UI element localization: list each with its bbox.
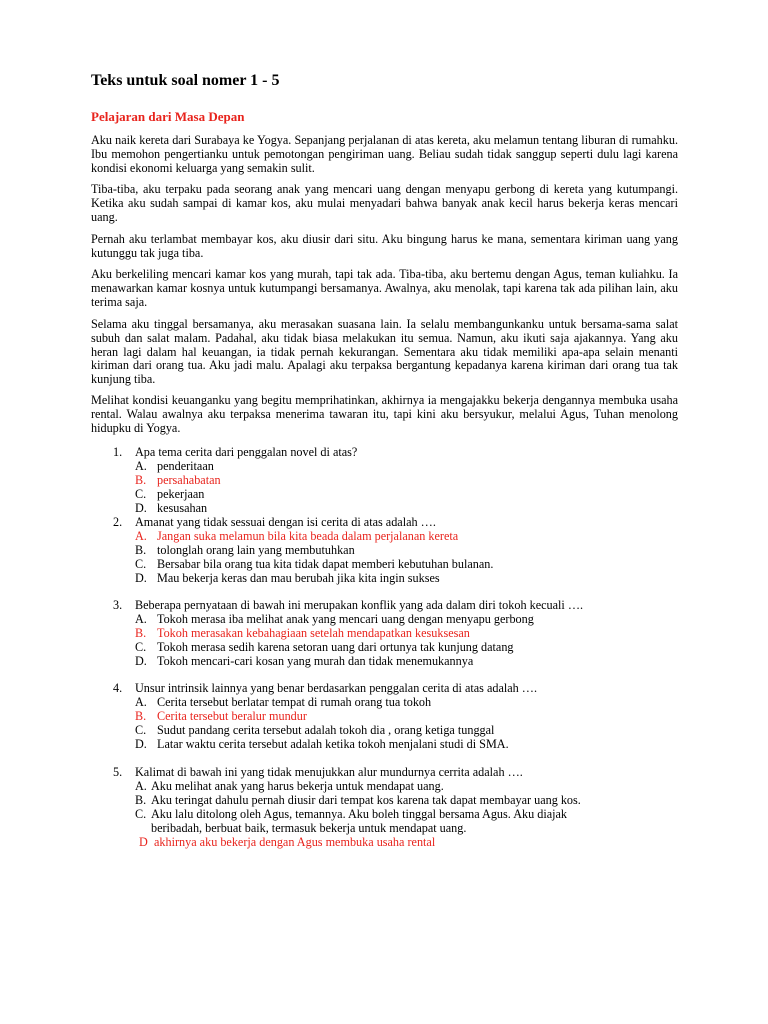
question-number: 3. <box>113 598 123 612</box>
question-text: Unsur intrinsik lainnya yang benar berdasarkan penggalan cerita di atas adalah …. <box>135 681 538 695</box>
paragraph-2: Tiba-tiba, aku terpaku pada seorang anak yang mencari uang dengan menyapu gerbong di kereta yang kutumpangi. Ketika aku sudah sampai di kamar kos, aku mulai menyadari bahwa banyak anak kecil harus bekerja keras mencari uang. <box>91 182 678 224</box>
paragraph-5: Selama aku tinggal bersamanya, aku merasakan suasana lain. Ia selalu membangunkanku untuk bersama-sama salat subuh dan salat malam. Padahal, aku tidak biasa melakukan itu semua. Namun, aku ikuti saja ajakannya. Yang aku heran lagi dalam hal keuangan, ia tidak pernah kekurangan. Sementara aku tidak memiliki apa-apa selain menanti kiriman dari orang tua. Aku jadi malu. Apalagi aku terpaksa bergantung kepadanya karena kiriman dari orang tua tak kunjung tiba. <box>91 317 678 387</box>
question-number: 5. <box>113 765 123 779</box>
question-1 <box>0 445 768 459</box>
question-number: 1. <box>113 445 123 459</box>
question-text: Beberapa pernyataan di bawah ini merupakan konflik yang ada dalam diri tokoh kecuali …. <box>135 598 584 612</box>
question-text: Apa tema cerita dari penggalan novel di atas? <box>135 445 358 459</box>
document-page: Teks untuk soal nomer 1 - 5 Pelajaran dari Masa Depan Aku naik kereta dari Surabaya ke Yogya. Sepanjang perjalanan di atas kereta, aku melamun tentang liburan di rumahku. Ibu memohon pengertianku untuk pemotongan pengiriman uang. Beliau sudah tidak sanggup seperti dulu lagi karena kondisi ekonomi keluarga yang semakin sulit. Tiba-tiba, aku terpaku pada seorang anak yang mencari uang dengan menyapu gerbong di kereta yang kutumpangi. Ketika aku sudah sampai di kamar kos, aku mulai menyadari bahwa banyak anak kecil harus bekerja keras mencari uang. Pernah aku terlambat membayar kos, aku diusir dari situ. Aku bingung harus ke mana, sementara kiriman uang yang kutunggu tak juga tiba. Aku berkeliling mencari kamar kos yang murah, tapi tak ada. Tiba-tiba, aku bertemu dengan Agus, teman kuliahku. Ia menawarkan kamar kosnya untuk kutumpangi bersamanya. Awalnya, aku menolak, tapi karena tak ada pilihan lain, aku terima saja. Selama aku tinggal bersamanya, aku merasakan suasana lain. Ia selalu membangunkanku untuk bersama-sama salat subuh dan salat malam. Padahal, aku tidak biasa melakukan itu semua. Namun, aku ikuti saja ajakannya. Yang aku heran lagi dalam hal keuangan, ia tidak pernah kekurangan. Sementara aku tidak memiliki apa-apa selain menanti kiriman dari orang tua. Aku jadi malu. Apalagi aku terpaksa bergantung kepadanya karena kiriman dari orang tua tak kunjung tiba. Melihat kondisi keuanganku yang begitu memprihatinkan, akhirnya ia mengajakku bekerja dengannya membuka usaha rental. Walau awalnya aku terpaksa menerima tawaran itu, tapi kini aku bersyukur, melalui Agus, Tuhan menolong hidupku di Yogya. 1. Apa tema cerita dari penggalan novel di atas? A. penderitaan B. persahabatan C. pekerjaan D. kesusahan 2. Amanat yang tidak sessuai dengan isi cerita di atas adalah …. A. Jangan suka melamun bila kita beada dalam perjalanan kereta B. tolonglah orang lain yang membutuhkan C. Bersabar bila orang tua kita tidak dapat memberi kebutuhan bulanan. D. Mau bekerja keras dan mau berubah jika kita ingin sukses 3. Beberapa pernyataan di bawah ini merupakan konflik yang ada dalam diri tokoh kecuali …. A. Tokoh merasa iba melihat anak yang mencari uang dengan menyapu gerbong B. Tokoh merasakan kebahagiaan setelah mendapatkan kesuksesan C. Tokoh merasa sedih karena setoran uang dari ortunya tak kunjung datang D. Tokoh mencari-cari kosan yang murah dan tidak menemukannya 4. Unsur intrinsik lainnya yang benar berdasarkan penggalan cerita di atas adalah …. A. Cerita tersebut berlatar tempat di rumah orang tua tokoh B. Cerita tersebut beralur mundur C. Sudut pandang cerita tersebut adalah tokoh dia , orang ketiga tunggal D. Latar waktu cerita tersebut adalah ketika tokoh menjalani studi di SMA. 5. Kalimat di bawah ini yang tidak menujukkan alur mundurnya cerrita adalah …. A. Aku melihat anak yang harus bekerja untuk mendapat uang. B. Aku teringat dahulu pernah diusir dari tempat kos karena tak dapat membayar uang kos. C. Aku lalu ditolong oleh Agus, temannya. Aku boleh tinggal bersama Agus. Aku diajak beribadah, berbuat baik, termasuk bekerja untuk mendapat uang. D akhirnya aku bekerja dengan Agus membuka usaha rental <box>0 0 768 1024</box>
question-3 <box>0 598 768 612</box>
paragraph-6: Melihat kondisi keuanganku yang begitu memprihatinkan, akhirnya ia mengajakku bekerja dengannya membuka usaha rental. Walau awalnya aku terpaksa menerima tawaran itu, tapi kini aku bersyukur, melalui Agus, Tuhan menolong hidupku di Yogya. <box>91 393 678 435</box>
question-number: 2. <box>113 515 123 529</box>
story-title: Pelajaran dari Masa Depan <box>91 109 245 124</box>
question-4 <box>0 681 768 695</box>
question-text: Amanat yang tidak sessuai dengan isi cerita di atas adalah …. <box>135 515 436 529</box>
question-text: Kalimat di bawah ini yang tidak menujukkan alur mundurnya cerrita adalah …. <box>135 765 523 779</box>
paragraph-3: Pernah aku terlambat membayar kos, aku diusir dari situ. Aku bingung harus ke mana, sementara kiriman uang yang kutunggu tak juga tiba. <box>91 232 678 260</box>
paragraph-4: Aku berkeliling mencari kamar kos yang murah, tapi tak ada. Tiba-tiba, aku bertemu dengan Agus, teman kuliahku. Ia menawarkan kamar kosnya untuk kutumpangi bersamanya. Awalnya, aku menolak, tapi karena tak ada pilihan lain, aku terima saja. <box>91 267 678 309</box>
question-number: 4. <box>113 681 123 695</box>
question-5 <box>0 765 768 779</box>
page-title: Teks untuk soal nomer 1 - 5 <box>91 72 280 89</box>
paragraph-1: Aku naik kereta dari Surabaya ke Yogya. Sepanjang perjalanan di atas kereta, aku melamun tentang liburan di rumahku. Ibu memohon pengertianku untuk pemotongan pengiriman uang. Beliau sudah tidak sanggup seperti dulu lagi karena kondisi ekonomi keluarga yang semakin sulit. <box>91 133 678 175</box>
question-2 <box>0 515 768 529</box>
